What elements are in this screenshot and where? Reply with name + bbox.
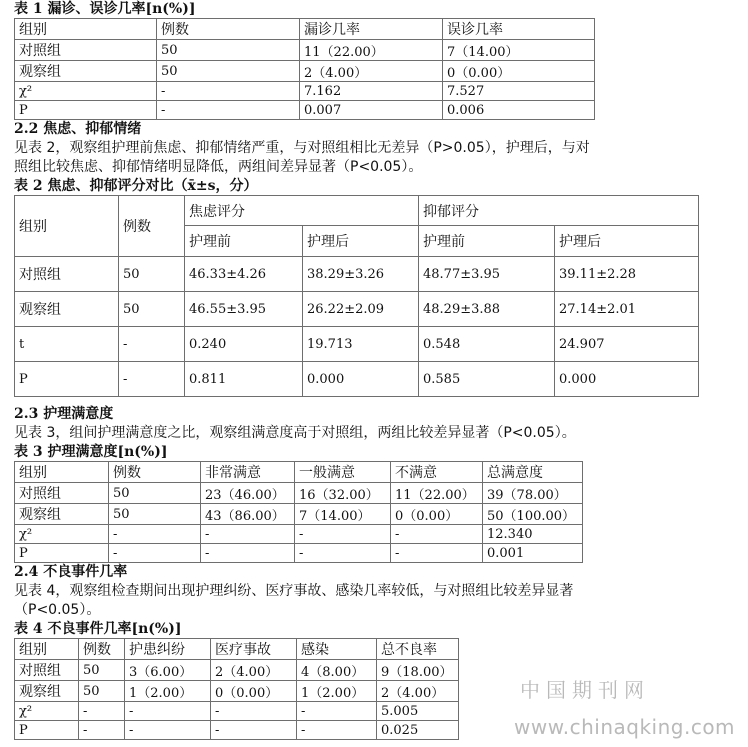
table-cell: 0.000: [555, 362, 699, 397]
table-cell: 50: [109, 483, 201, 504]
table-cell: 50: [119, 292, 185, 327]
table-cell: 观察组: [15, 681, 79, 702]
table3-header-cell: 总满意度: [483, 462, 583, 483]
table-cell: 19.713: [303, 327, 419, 362]
table-cell: 4（8.00）: [297, 660, 377, 681]
table3-header-cell: 一般满意: [295, 462, 391, 483]
table-row: [15, 660, 459, 681]
table-cell: 0.240: [185, 327, 303, 362]
table4-header-cell: 医疗事故: [211, 639, 297, 660]
table-row: [15, 40, 595, 61]
table-row: [15, 702, 459, 721]
section-heading: 2.3 护理满意度: [14, 406, 114, 422]
table-cell: t: [15, 327, 119, 362]
table-row: [15, 721, 459, 740]
table-cell: 0.548: [419, 327, 555, 362]
paragraph-line: 见表 3，组间护理满意度之比，观察组满意度高于对照组，两组比较差异显著（P<0.05）。: [14, 425, 576, 441]
table-cell: 7（14.00）: [443, 40, 595, 61]
table1-header-row: [15, 19, 595, 40]
table-cell: 39.11±2.28: [555, 257, 699, 292]
table4-header-row: [15, 639, 459, 660]
table-cell: 观察组: [15, 504, 109, 525]
table4-caption: 表 4 不良事件几率[n(%)]: [14, 621, 182, 637]
table-cell: -: [109, 544, 201, 563]
table-cell: -: [391, 525, 483, 544]
table-cell: 2（4.00）: [377, 681, 459, 702]
table-cell: P: [15, 544, 109, 563]
table-cell: -: [79, 721, 125, 740]
table4-header-cell: 组别: [15, 639, 79, 660]
table3-header-row: [15, 462, 583, 483]
table-cell: 27.14±2.01: [555, 292, 699, 327]
table3-header-cell: 组别: [15, 462, 109, 483]
table-cell: 50（100.00）: [483, 504, 583, 525]
table-cell: χ²: [15, 525, 109, 544]
table1-header-cell: 漏诊几率: [300, 19, 443, 40]
table-row: [15, 483, 583, 504]
table4-header-cell: 感染: [297, 639, 377, 660]
table-cell: 对照组: [15, 660, 79, 681]
table-cell: 对照组: [15, 40, 157, 61]
table-cell: 50: [157, 61, 300, 82]
table-cell: 7.162: [300, 82, 443, 101]
table-row: [15, 82, 595, 101]
table-cell: 7.527: [443, 82, 595, 101]
table2-caption: 表 2 焦虑、抑郁评分对比（x̄±s，分）: [14, 178, 258, 194]
table3: [14, 461, 583, 563]
table-cell: 11（22.00）: [300, 40, 443, 61]
table3-header-cell: 非常满意: [201, 462, 295, 483]
paragraph-line: 见表 4，观察组检查期间出现护理纠纷、医疗事故、感染几率较低，与对照组比较差异显著: [14, 583, 574, 599]
table-cell: 0.000: [303, 362, 419, 397]
table-cell: 0（0.00）: [211, 681, 297, 702]
section-heading: 2.4 不良事件几率: [14, 564, 128, 580]
table-cell: -: [125, 721, 211, 740]
table2-header-cell: 例数: [119, 196, 185, 257]
table-cell: -: [211, 702, 297, 721]
table-row: [15, 101, 595, 120]
table2-subheader-cell: 护理后: [555, 226, 699, 257]
table-cell: P: [15, 362, 119, 397]
table-row: [15, 362, 699, 397]
table-cell: 12.340: [483, 525, 583, 544]
table-row: [15, 292, 699, 327]
table1-header-cell: 组别: [15, 19, 157, 40]
table-row: [15, 525, 583, 544]
table1: [14, 18, 595, 120]
table-cell: -: [295, 544, 391, 563]
table2-header-row: [15, 196, 699, 226]
table-cell: -: [297, 721, 377, 740]
table-cell: 38.29±3.26: [303, 257, 419, 292]
table-cell: 50: [157, 40, 300, 61]
paragraph-line: 照组比较焦虑、抑郁情绪明显降低，两组间差异显著（P<0.05）。: [14, 159, 423, 175]
table2-subheader-cell: 护理前: [185, 226, 303, 257]
table3-header-cell: 例数: [109, 462, 201, 483]
paper-page: [14, 0, 744, 740]
table2-subheader-cell: 护理前: [419, 226, 555, 257]
table-cell: 24.907: [555, 327, 699, 362]
watermark-url: www.chinaqking.com: [514, 715, 736, 739]
table-cell: χ²: [15, 702, 79, 721]
table-cell: 0.585: [419, 362, 555, 397]
watermark: [514, 674, 744, 739]
table1-caption: 表 1 漏诊、误诊几率[n(%)]: [14, 1, 196, 17]
table3-caption: 表 3 护理满意度[n(%)]: [14, 444, 168, 460]
paragraph-line: （P<0.05）。: [14, 602, 101, 618]
table-row: [15, 327, 699, 362]
table-cell: -: [201, 544, 295, 563]
table-cell: 3（6.00）: [125, 660, 211, 681]
table-cell: 2（4.00）: [300, 61, 443, 82]
table-cell: -: [157, 101, 300, 120]
table-cell: 46.55±3.95: [185, 292, 303, 327]
table-cell: -: [109, 525, 201, 544]
table-cell: 16（32.00）: [295, 483, 391, 504]
table-cell: 48.29±3.88: [419, 292, 555, 327]
table-cell: 26.22±2.09: [303, 292, 419, 327]
table4-header-cell: 总不良率: [377, 639, 459, 660]
table-cell: 46.33±4.26: [185, 257, 303, 292]
table-row: [15, 544, 583, 563]
table-cell: -: [119, 327, 185, 362]
table-cell: 观察组: [15, 292, 119, 327]
table1-header-cell: 误诊几率: [443, 19, 595, 40]
table-cell: 48.77±3.95: [419, 257, 555, 292]
table2-header-cell: 组别: [15, 196, 119, 257]
table2-header-cell: 焦虑评分: [185, 196, 419, 226]
table-cell: -: [295, 525, 391, 544]
table1-header-cell: 例数: [157, 19, 300, 40]
table-cell: 0（0.00）: [391, 504, 483, 525]
table-cell: -: [79, 702, 125, 721]
table-cell: 50: [79, 660, 125, 681]
table3-header-cell: 不满意: [391, 462, 483, 483]
table-cell: -: [297, 702, 377, 721]
watermark-title: 中国期刊网: [520, 678, 650, 702]
table-cell: 观察组: [15, 61, 157, 82]
table-cell: 1（2.00）: [297, 681, 377, 702]
table-cell: 5.005: [377, 702, 459, 721]
table-cell: 43（86.00）: [201, 504, 295, 525]
paragraph-line: 见表 2，观察组护理前焦虑、抑郁情绪严重，与对照组相比无差异（P>0.05），护理后，与对: [14, 140, 590, 156]
table-cell: 1（2.00）: [125, 681, 211, 702]
table-row: [15, 257, 699, 292]
table-cell: -: [125, 702, 211, 721]
table-cell: 50: [109, 504, 201, 525]
table2: [14, 195, 699, 397]
table-cell: -: [391, 544, 483, 563]
table-cell: -: [201, 525, 295, 544]
table-cell: -: [211, 721, 297, 740]
table-cell: -: [157, 82, 300, 101]
table-cell: 对照组: [15, 483, 109, 504]
table4: [14, 638, 459, 740]
table-cell: 7（14.00）: [295, 504, 391, 525]
table2-subheader-cell: 护理后: [303, 226, 419, 257]
table-cell: 11（22.00）: [391, 483, 483, 504]
table-cell: 0.007: [300, 101, 443, 120]
table-row: [15, 504, 583, 525]
table-cell: 0.001: [483, 544, 583, 563]
table-cell: 0.811: [185, 362, 303, 397]
table-cell: 9（18.00）: [377, 660, 459, 681]
table-row: [15, 61, 595, 82]
table-row: [15, 681, 459, 702]
table-cell: 39（78.00）: [483, 483, 583, 504]
table-cell: 0（0.00）: [443, 61, 595, 82]
table-cell: 对照组: [15, 257, 119, 292]
table-cell: -: [119, 362, 185, 397]
table-cell: P: [15, 721, 79, 740]
table4-header-cell: 护患纠纷: [125, 639, 211, 660]
table-cell: 50: [79, 681, 125, 702]
table2-header-cell: 抑郁评分: [419, 196, 699, 226]
table-cell: 23（46.00）: [201, 483, 295, 504]
table-cell: 0.006: [443, 101, 595, 120]
table-cell: P: [15, 101, 157, 120]
table-cell: 50: [119, 257, 185, 292]
table-cell: χ²: [15, 82, 157, 101]
table-cell: 2（4.00）: [211, 660, 297, 681]
table4-header-cell: 例数: [79, 639, 125, 660]
section-heading: 2.2 焦虑、抑郁情绪: [14, 121, 142, 137]
table-cell: 0.025: [377, 721, 459, 740]
